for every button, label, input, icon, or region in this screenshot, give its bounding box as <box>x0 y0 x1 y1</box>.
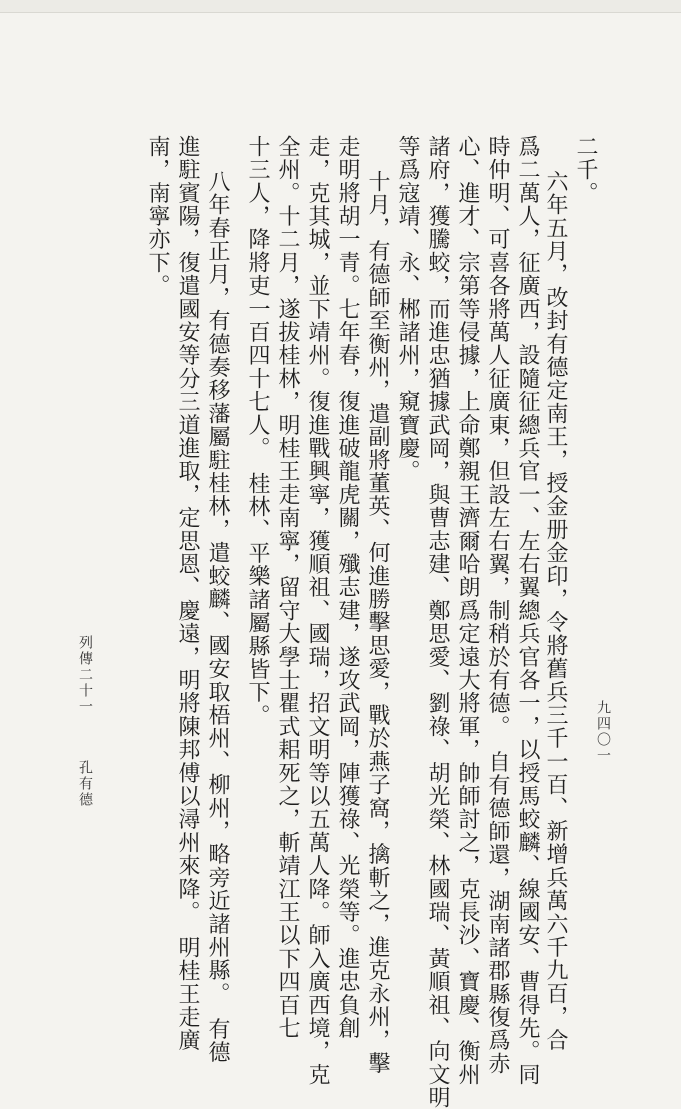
text-column: 十月，有德師至衡州，遣副將董英、何進勝擊思愛，戰於燕子窩，擒斬之，進克永州，擊 <box>365 170 390 1075</box>
text-column: 諸府，獲騰蛟，而進忠猶據武岡，與曹志建、鄭思愛、劉祿、胡光榮、林國瑞、黃順祖、向文明 <box>425 135 450 1109</box>
text-column: 等爲寇靖、永、郴諸州，窺寶慶。 <box>395 135 420 483</box>
text-column: 八年春正月，有德奏移藩屬駐桂林，遣蛟麟、國安取梧州、柳州，略旁近諸州縣。 有德 <box>205 170 230 1064</box>
text-column: 十三人，降將吏一百四十七人。 桂林、平樂諸屬縣皆下。 <box>245 135 270 728</box>
page-top-edge <box>0 0 681 13</box>
running-title: 列傳二十一 <box>77 635 93 715</box>
text-column: 走，克其城，並下靖州。復進戰興寧，獲順祖、國瑞，招文明等以五萬人降。師入廣西境，克 <box>305 135 330 1087</box>
text-column: 時仲明、可喜各將萬人征廣東，但設左右翼，制稍於有德。 自有德師還，湖南諸郡縣復爲赤 <box>485 135 510 1076</box>
section-name: 孔有德 <box>77 760 93 808</box>
text-column: 六年五月，改封有德定南王，授金册金印，令將舊兵三千一百、新增兵萬六千九百，合 <box>543 170 568 1052</box>
text-column: 南，南寧亦下。 <box>145 135 170 298</box>
text-column: 全州。十二月，遂拔桂林，明桂王走南寧，留守大學士瞿式耜死之，斬靖江王以下四百七 <box>275 135 300 1040</box>
text-column: 爲二萬人，征廣西，設隨征總兵官一、左右翼總兵官各一，以授馬蛟麟、線國安、曹得先。同 <box>515 135 540 1087</box>
text-column: 進駐賓陽，復遣國安等分三道進取，定思恩、慶遠，明將陳邦傅以潯州來降。 明桂王走廣 <box>175 135 200 1052</box>
page-number: 九四〇一 <box>595 700 611 764</box>
text-column: 二千。 <box>573 135 598 205</box>
text-column: 走明將胡一青。七年春，復進破龍虎關，殲志建，遂攻武岡，陣獲祿、光榮等。進忠負創 <box>335 135 360 1040</box>
text-column: 心、進才、宗第等侵據，上命鄭親王濟爾哈朗爲定遠大將軍，帥師討之，克長沙、寶慶、衡州 <box>455 135 480 1087</box>
